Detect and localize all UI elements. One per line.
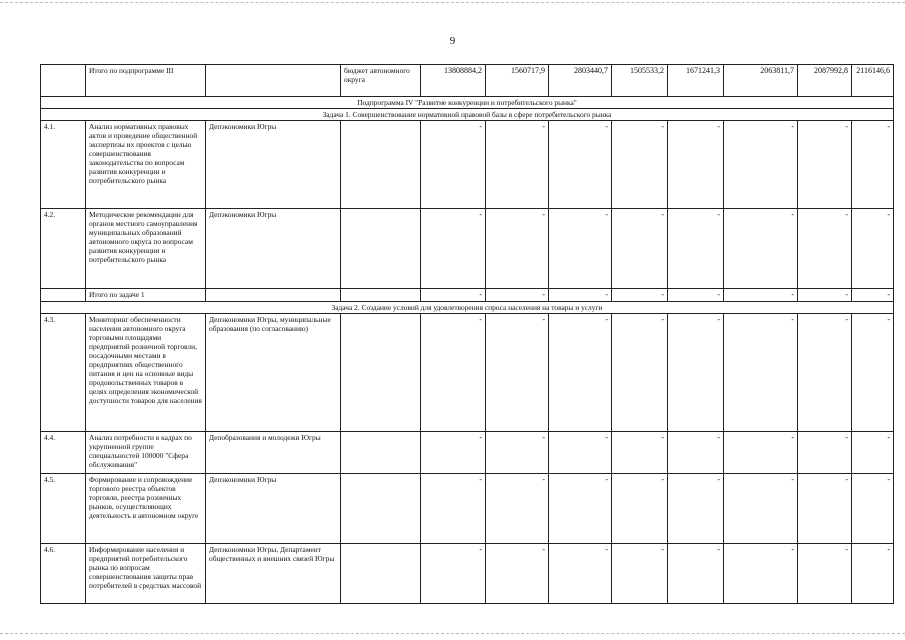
cell-name: Анализ потребности в кадрах по укрупненной группе специальностей 100000 "Сфера обслуживания" bbox=[86, 431, 206, 473]
cell-value: - bbox=[612, 289, 668, 302]
cell-num: 4.6. bbox=[41, 543, 86, 603]
subprogram-title: Подпрограмма IV "Развитие конкуренции и потребительского рынка" bbox=[41, 97, 894, 109]
cell-value: - bbox=[612, 473, 668, 543]
cell-executor bbox=[206, 65, 341, 97]
cell-executor: Депэкономики Югры bbox=[206, 121, 341, 209]
cell-value: 13808884,2 bbox=[421, 65, 486, 97]
cell-value: - bbox=[852, 473, 894, 543]
cell-value: - bbox=[486, 209, 549, 289]
cell-value: - bbox=[486, 313, 549, 431]
cell-source bbox=[341, 121, 421, 209]
cell-num: 4.4. bbox=[41, 431, 86, 473]
cell-num: 4.5. bbox=[41, 473, 86, 543]
cell-value: - bbox=[668, 209, 724, 289]
cell-value: - bbox=[486, 431, 549, 473]
scan-artifact-bottom bbox=[0, 633, 905, 634]
cell-value: - bbox=[798, 473, 852, 543]
table-row bbox=[41, 473, 894, 543]
cell-total-label: Итого по подпрограмме III bbox=[86, 65, 206, 97]
cell-value: 2063811,7 bbox=[724, 65, 798, 97]
page-number: 9 bbox=[449, 35, 456, 47]
cell-value: 2803440,7 bbox=[549, 65, 612, 97]
cell-value: - bbox=[852, 431, 894, 473]
cell-value: - bbox=[724, 473, 798, 543]
cell-value: - bbox=[798, 313, 852, 431]
cell-source bbox=[341, 431, 421, 473]
cell-value: - bbox=[549, 121, 612, 209]
cell-value: - bbox=[612, 209, 668, 289]
cell-value: - bbox=[549, 209, 612, 289]
cell-value: - bbox=[798, 121, 852, 209]
cell-value: 2116146,6 bbox=[852, 65, 894, 97]
cell-value: - bbox=[549, 313, 612, 431]
cell-name: Методические рекомендации для органов местного самоуправления муниципальных образований автономного округа по вопросам развития конкуренции и потребительского рынка bbox=[86, 209, 206, 289]
cell-value: - bbox=[798, 543, 852, 603]
cell-num: 4.1. bbox=[41, 121, 86, 209]
cell-value: - bbox=[421, 289, 486, 302]
cell-executor: Депэкономики Югры, Департамент общественных и внешних связей Югры bbox=[206, 543, 341, 603]
cell-value: - bbox=[549, 431, 612, 473]
cell-total-label: Итого по задаче 1 bbox=[86, 289, 206, 302]
cell-source bbox=[341, 313, 421, 431]
cell-value: - bbox=[798, 289, 852, 302]
cell-value: - bbox=[668, 121, 724, 209]
cell-value: - bbox=[421, 313, 486, 431]
cell-value: - bbox=[612, 313, 668, 431]
task1-title: Задача 1. Совершенствование нормативной правовой базы в сфере потребительского рынка bbox=[41, 109, 894, 121]
table-row-task1-title bbox=[41, 109, 894, 121]
cell-executor: Депобразования и молодежи Югры bbox=[206, 431, 341, 473]
cell-value: 2087992,8 bbox=[798, 65, 852, 97]
cell-value: - bbox=[612, 121, 668, 209]
cell-value: - bbox=[724, 313, 798, 431]
cell-value: - bbox=[549, 543, 612, 603]
cell-value: - bbox=[724, 543, 798, 603]
cell-value: 1560717,9 bbox=[486, 65, 549, 97]
cell-value: - bbox=[852, 289, 894, 302]
cell-value: - bbox=[798, 209, 852, 289]
cell-value: 1671241,3 bbox=[668, 65, 724, 97]
table-row-total-subprogram-3 bbox=[41, 65, 894, 97]
cell-value: - bbox=[612, 431, 668, 473]
cell-value: - bbox=[724, 121, 798, 209]
table-row bbox=[41, 209, 894, 289]
cell-value: - bbox=[668, 313, 724, 431]
cell-executor bbox=[206, 289, 341, 302]
cell-value: - bbox=[668, 431, 724, 473]
cell-num bbox=[41, 289, 86, 302]
cell-executor: Депэкономики Югры bbox=[206, 209, 341, 289]
cell-name: Мониторинг обеспеченности населения автономного округа торговыми площадями предприятий розничной торговли, посадочными местами в предприятиях общественного питания и цен на основные виды продовольственных товаров в целях определения экономической доступности товаров для населения bbox=[86, 313, 206, 431]
cell-value: - bbox=[486, 473, 549, 543]
cell-value: - bbox=[549, 289, 612, 302]
cell-value: - bbox=[612, 543, 668, 603]
cell-value: - bbox=[852, 209, 894, 289]
task2-title: Задача 2. Создание условий для удовлетворения спроса населения на товары и услуги bbox=[41, 301, 894, 313]
cell-value: - bbox=[486, 543, 549, 603]
cell-value: - bbox=[668, 289, 724, 302]
cell-executor: Депэкономики Югры, муниципальные образования (по согласованию) bbox=[206, 313, 341, 431]
cell-value: - bbox=[421, 473, 486, 543]
cell-value: - bbox=[486, 121, 549, 209]
cell-value: - bbox=[549, 473, 612, 543]
cell-value: - bbox=[724, 431, 798, 473]
cell-name: Информирование населения и предприятий потребительского рынка по вопросам совершенствования защиты прав потребителей в средствах массовой bbox=[86, 543, 206, 603]
cell-value: - bbox=[421, 431, 486, 473]
cell-num: 4.2. bbox=[41, 209, 86, 289]
cell-value: - bbox=[724, 289, 798, 302]
cell-num: 4.3. bbox=[41, 313, 86, 431]
cell-value: - bbox=[668, 543, 724, 603]
cell-value: - bbox=[852, 121, 894, 209]
cell-value: 1505533,2 bbox=[612, 65, 668, 97]
table-row bbox=[41, 121, 894, 209]
cell-value: - bbox=[668, 473, 724, 543]
cell-value: - bbox=[421, 543, 486, 603]
table-row-task2-title bbox=[41, 301, 894, 313]
cell-value: - bbox=[421, 121, 486, 209]
program-table bbox=[40, 64, 894, 604]
cell-value: - bbox=[421, 209, 486, 289]
cell-source bbox=[341, 473, 421, 543]
cell-num bbox=[41, 65, 86, 97]
cell-source bbox=[341, 289, 421, 302]
table-row bbox=[41, 313, 894, 431]
cell-value: - bbox=[486, 289, 549, 302]
table-row bbox=[41, 543, 894, 603]
cell-value: - bbox=[724, 209, 798, 289]
cell-name: Анализ нормативных правовых актов и проведение общественной экспертизы их проектов с целью совершенствования законодательства по вопросам развития конкуренции и потребительского рынка bbox=[86, 121, 206, 209]
table-row-subprogram-title bbox=[41, 97, 894, 109]
cell-source: бюджет автономного округа bbox=[341, 65, 421, 97]
cell-source bbox=[341, 543, 421, 603]
cell-value: - bbox=[852, 543, 894, 603]
cell-value: - bbox=[852, 313, 894, 431]
table-row bbox=[41, 431, 894, 473]
cell-executor: Депэкономики Югры bbox=[206, 473, 341, 543]
cell-name: Формирование и сопровождение торгового реестра объектов торговли, реестра розничных рынков, осуществляющих деятельность в автономном округе bbox=[86, 473, 206, 543]
scan-artifact-top bbox=[0, 2, 905, 3]
cell-value: - bbox=[798, 431, 852, 473]
table-row-task1-total bbox=[41, 289, 894, 302]
cell-source bbox=[341, 209, 421, 289]
